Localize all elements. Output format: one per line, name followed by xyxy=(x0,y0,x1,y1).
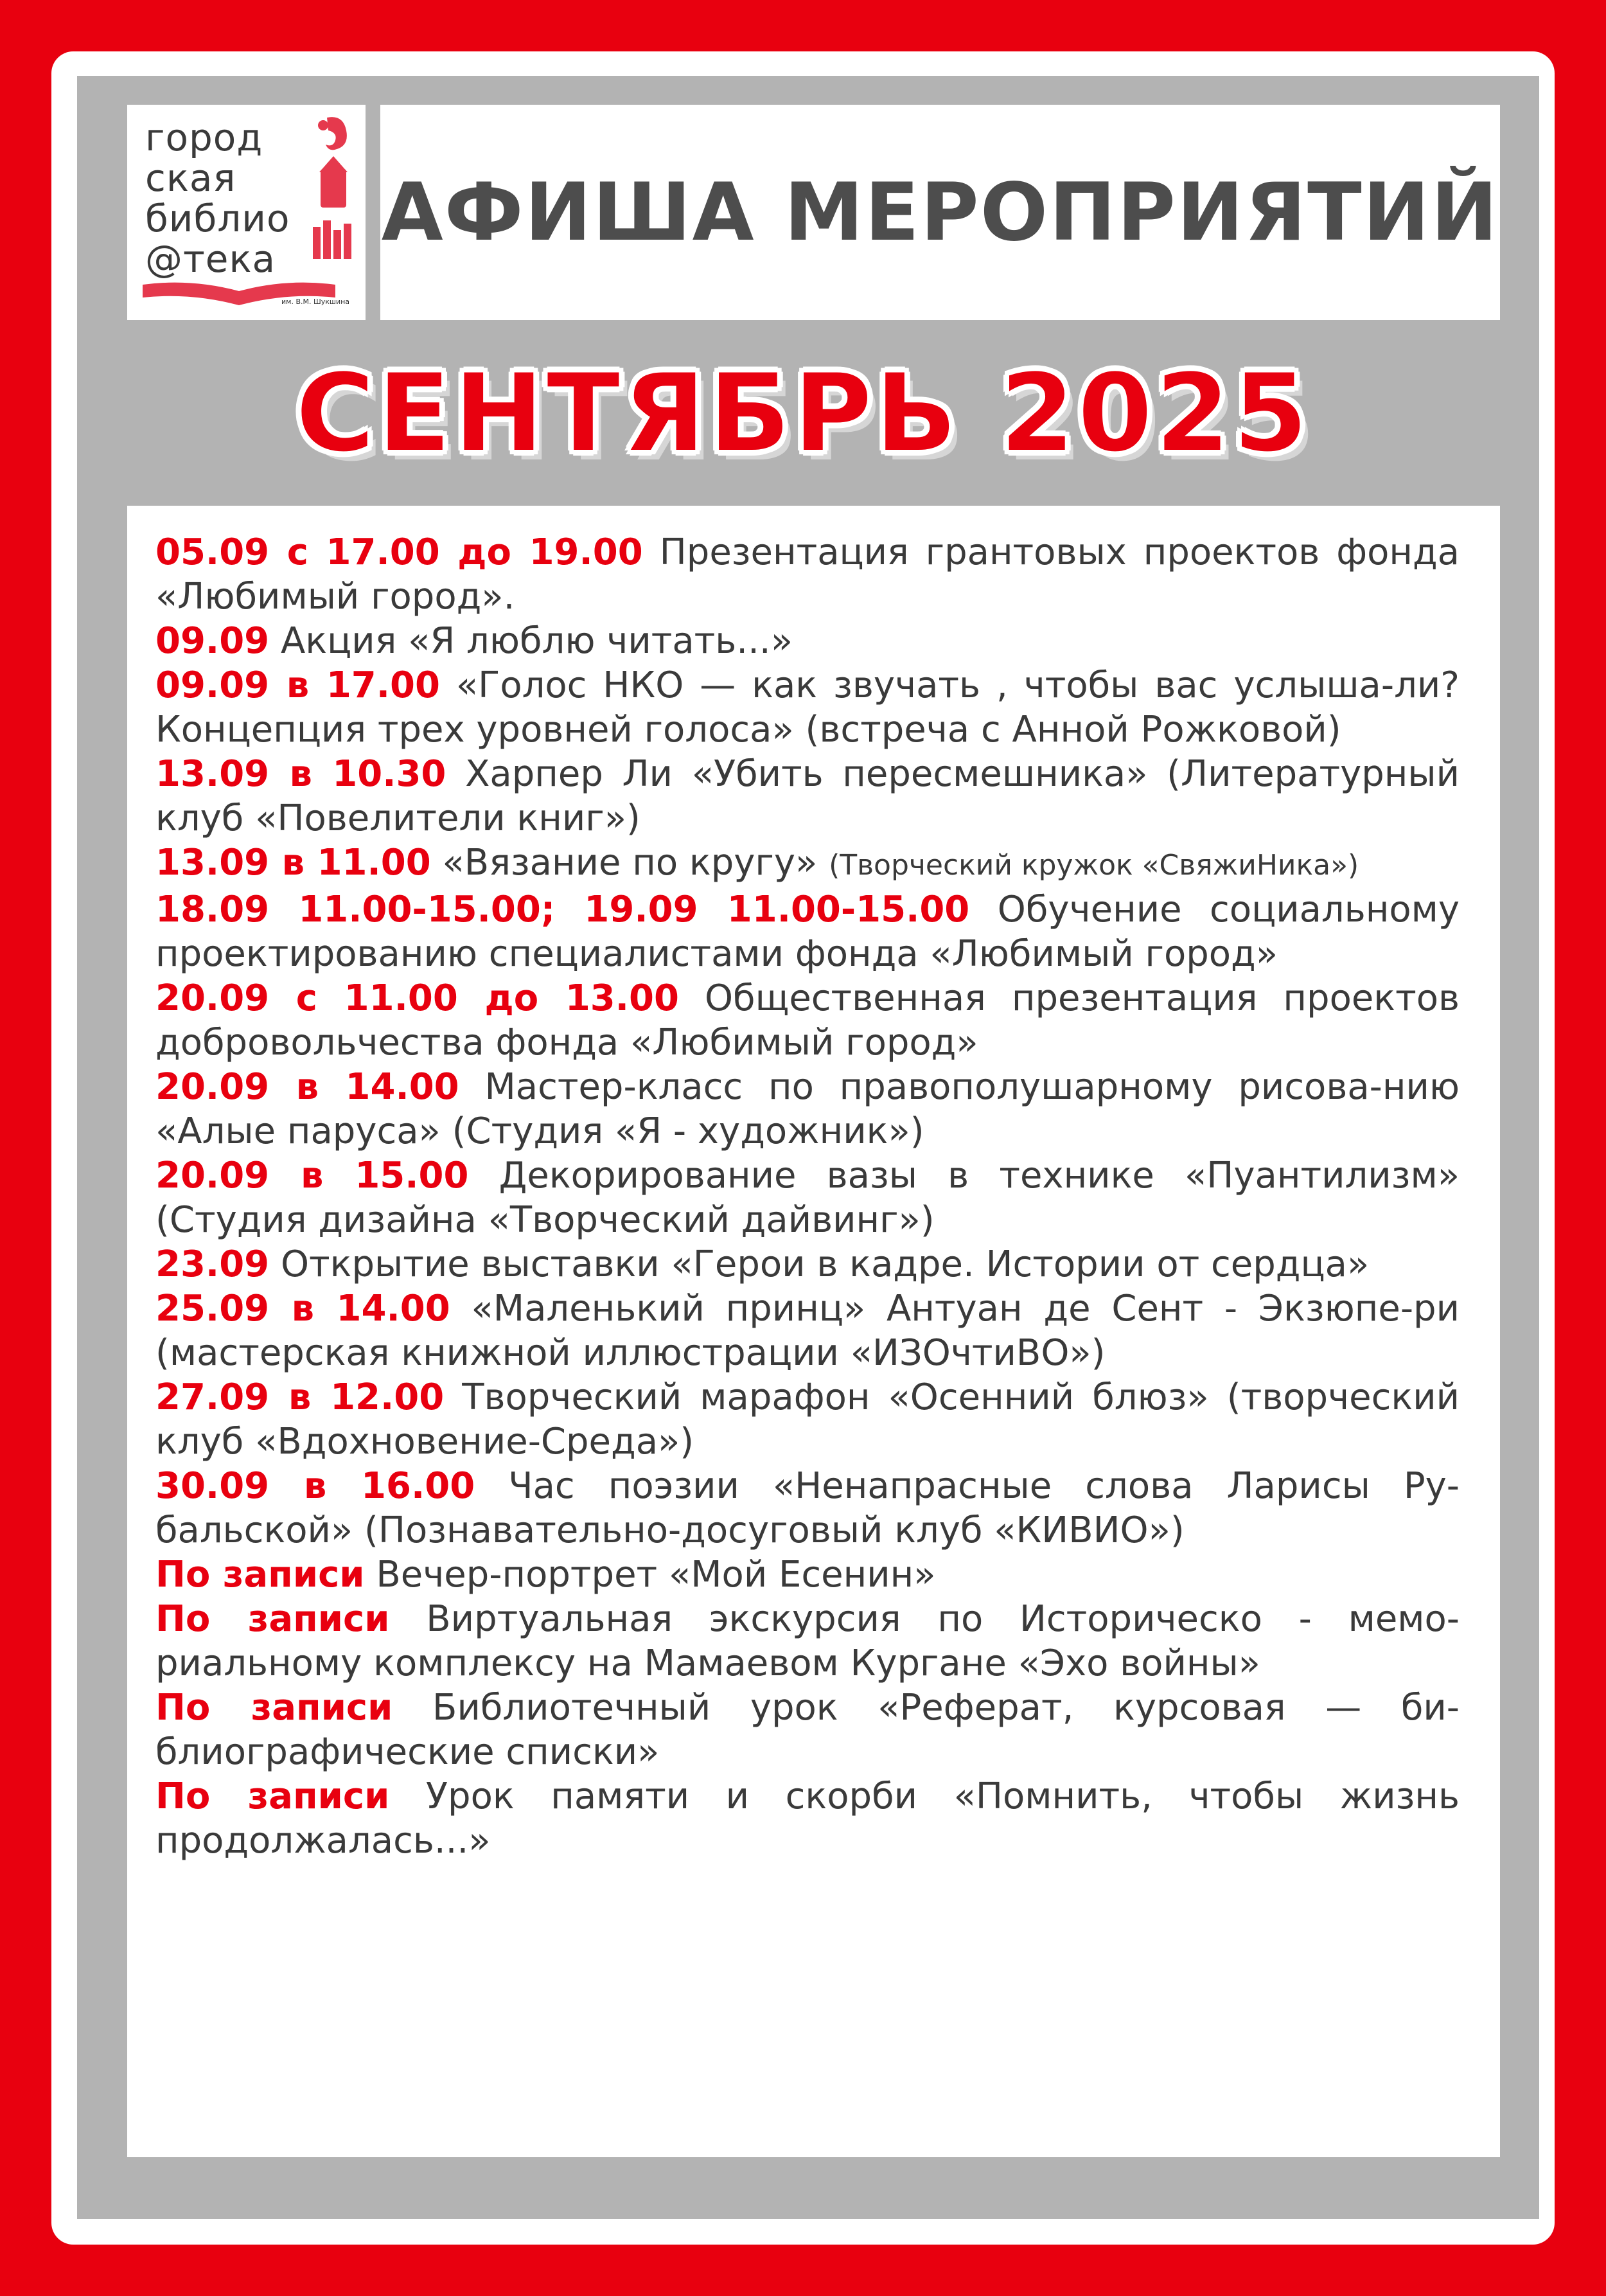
event-item xyxy=(155,619,1460,663)
event-date: 05.09 с 17.00 до 19.00 xyxy=(155,531,643,573)
event-date: По записи xyxy=(155,1687,393,1729)
logo-subtitle: им. В.М. Шукшина xyxy=(281,298,350,306)
event-title: Час поэзии «Ненапрасные слова Ларисы Ру-бальской» (Познавательно-досуговый клуб «КИВИО») xyxy=(155,1465,1460,1551)
event-title: Библиотечный урок «Реферат, курсовая — би-блиографические списки» xyxy=(155,1687,1460,1773)
events-list xyxy=(155,530,1460,1863)
event-title: Общественная презентация проектов добровольчества фонда «Любимый город» xyxy=(155,977,1460,1063)
event-date: 25.09 в 14.00 xyxy=(155,1288,450,1330)
event-item xyxy=(155,663,1460,752)
month-heading: СЕНТЯБРЬ 2025 xyxy=(296,350,1310,476)
event-date: 20.09 с 11.00 до 13.00 xyxy=(155,977,679,1019)
events-panel xyxy=(127,506,1500,2157)
event-title: Декорирование вазы в технике «Пуантилизм» (Студия дизайна «Творческий дайвинг») xyxy=(155,1155,1460,1241)
event-title: «Вязание по кругу» xyxy=(442,842,818,884)
event-date: 20.09 в 14.00 xyxy=(155,1066,459,1108)
logo-line-3: библио xyxy=(145,197,290,240)
event-title: «Маленький принц» Антуан де Сент - Экзюпе-ри (мастерская книжной иллюстрации «ИЗОчтиВО») xyxy=(155,1288,1460,1374)
logo-line-1: город xyxy=(145,116,263,159)
event-date: 18.09 11.00-15.00; 19.09 11.00-15.00 xyxy=(155,889,970,930)
event-date: 20.09 в 15.00 xyxy=(155,1155,469,1197)
event-item xyxy=(155,1242,1460,1286)
event-item xyxy=(155,1464,1460,1553)
event-title: Обучение социальному проектированию специалистами фонда «Любимый город» xyxy=(155,889,1460,975)
event-item xyxy=(155,1774,1460,1863)
event-item xyxy=(155,1153,1460,1242)
event-item xyxy=(155,976,1460,1065)
event-item xyxy=(155,1686,1460,1774)
event-date: 23.09 xyxy=(155,1243,270,1285)
event-item xyxy=(155,1597,1460,1686)
event-item xyxy=(155,530,1460,619)
event-item xyxy=(155,1375,1460,1464)
event-note: (Творческий кружок «СвяжиНика») xyxy=(829,849,1359,882)
event-title: Виртуальная экскурсия по Историческо - мемо-риальному комплексу на Мамаевом Кургане «Эхо войны» xyxy=(155,1598,1460,1684)
event-title: «Голос НКО — как звучать , чтобы вас услыша-ли? Концепция трех уровней голоса» (встреча с Анной Рожковой) xyxy=(155,664,1460,751)
event-date: По записи xyxy=(155,1598,390,1640)
event-title: Открытие выставки «Герои в кадре. Истории от сердца» xyxy=(280,1243,1370,1285)
event-date: 30.09 в 16.00 xyxy=(155,1465,475,1507)
library-logo xyxy=(127,105,366,320)
event-date: 13.09 в 10.30 xyxy=(155,753,446,795)
event-date: По записи xyxy=(155,1554,365,1596)
squirrel-tower-books-icon xyxy=(308,111,359,265)
event-title: Харпер Ли «Убить пересмешника» (Литературный клуб «Повелители книг») xyxy=(155,753,1460,839)
event-item xyxy=(155,752,1460,841)
event-item xyxy=(155,841,1460,887)
title-box xyxy=(380,105,1500,320)
event-item xyxy=(155,887,1460,976)
event-title: Вечер-портрет «Мой Есенин» xyxy=(376,1554,936,1596)
event-title: Мастер-класс по правополушарному рисова-нию «Алые паруса» (Студия «Я - художник») xyxy=(155,1066,1460,1152)
logo-line-4: @тека xyxy=(145,237,276,281)
event-date: По записи xyxy=(155,1775,390,1817)
page-title: АФИША МЕРОПРИЯТИЙ xyxy=(381,166,1499,259)
event-date: 13.09 в 11.00 xyxy=(155,842,431,884)
event-item xyxy=(155,1553,1460,1597)
event-item xyxy=(155,1065,1460,1153)
event-date: 09.09 xyxy=(155,620,270,662)
event-title: Акция «Я люблю читать...» xyxy=(280,620,793,662)
event-title: Урок памяти и скорби «Помнить, чтобы жизнь продолжалась...» xyxy=(155,1775,1460,1862)
event-date: 27.09 в 12.00 xyxy=(155,1376,445,1418)
logo-line-2: ская xyxy=(145,156,236,200)
event-date: 09.09 в 17.00 xyxy=(155,664,440,706)
event-item xyxy=(155,1286,1460,1375)
event-title: Презентация грантовых проектов фонда «Любимый город». xyxy=(155,531,1460,618)
event-title: Творческий марафон «Осенний блюз» (творческий клуб «Вдохновение-Среда») xyxy=(155,1376,1460,1463)
